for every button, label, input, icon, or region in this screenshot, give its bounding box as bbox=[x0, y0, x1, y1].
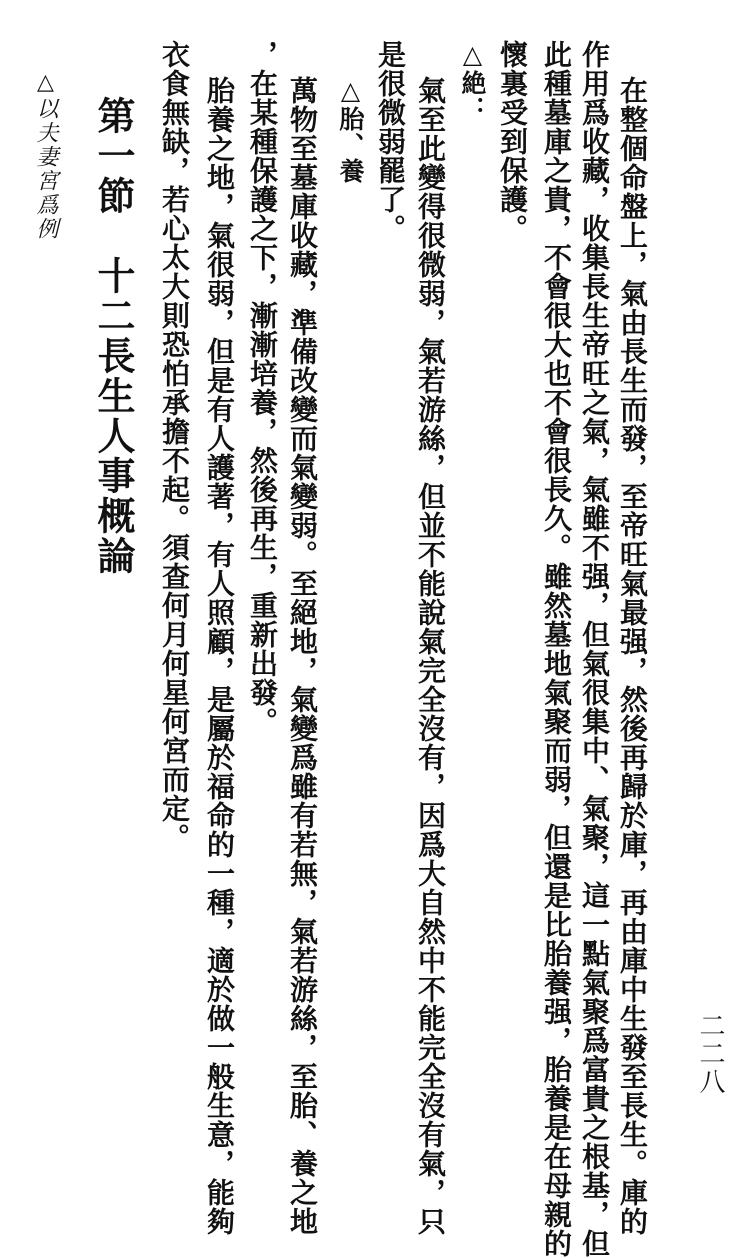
text-column-3: 此種墓庫之貴，不會很大也不會很長久。雖然墓地氣聚而弱，但還是比胎養强，胎養是在母親的 bbox=[540, 40, 573, 1258]
text-column-6: 是很微弱罷了。 bbox=[374, 40, 407, 243]
section-title: 第一節 十二長生人事概論 bbox=[91, 96, 136, 576]
text-column-2: 作用爲收藏，收集長生帝旺之氣，氣雖不强，但氣很集中、氣聚，這一點氣聚爲富貴之根基，但 bbox=[578, 40, 611, 1258]
text-column-4: 懷裏受到保護。 bbox=[496, 40, 529, 243]
page-number: 二二八 bbox=[695, 1012, 725, 1096]
text-column-5: 氣至此變得很微弱，氣若游絲，但並不能說氣完全沒有，因爲大自然中不能完全沒有氣，只 bbox=[414, 76, 447, 1236]
text-column-10: 衣食無缺，若心太大則恐怕承擔不起。須查何月何星何宮而定。 bbox=[158, 40, 191, 852]
text-column-7: 萬物至墓庫收藏，準備改變而氣變弱。至絕地，氣變爲雖有若無，氣若游絲，至胎、養之地 bbox=[286, 76, 319, 1236]
example-note: △以夫妻宮爲例 bbox=[33, 70, 58, 241]
heading-jue: △絶： bbox=[458, 40, 487, 122]
text-column-8: ，在某種保護之下，漸漸培養，然後再生，重新出發。 bbox=[246, 40, 279, 736]
text-column-9: 胎養之地，氣很弱，但是有人護著，有人照顧，是屬於福命的一種，適於做一般生意，能夠 bbox=[203, 76, 236, 1236]
text-column-1: 在整個命盤上，氣由長生而發，至帝旺氣最强，然後再歸於庫，再由庫中生發至長生。庫的 bbox=[616, 76, 649, 1236]
heading-tai-yang: △胎、養 bbox=[336, 76, 365, 184]
